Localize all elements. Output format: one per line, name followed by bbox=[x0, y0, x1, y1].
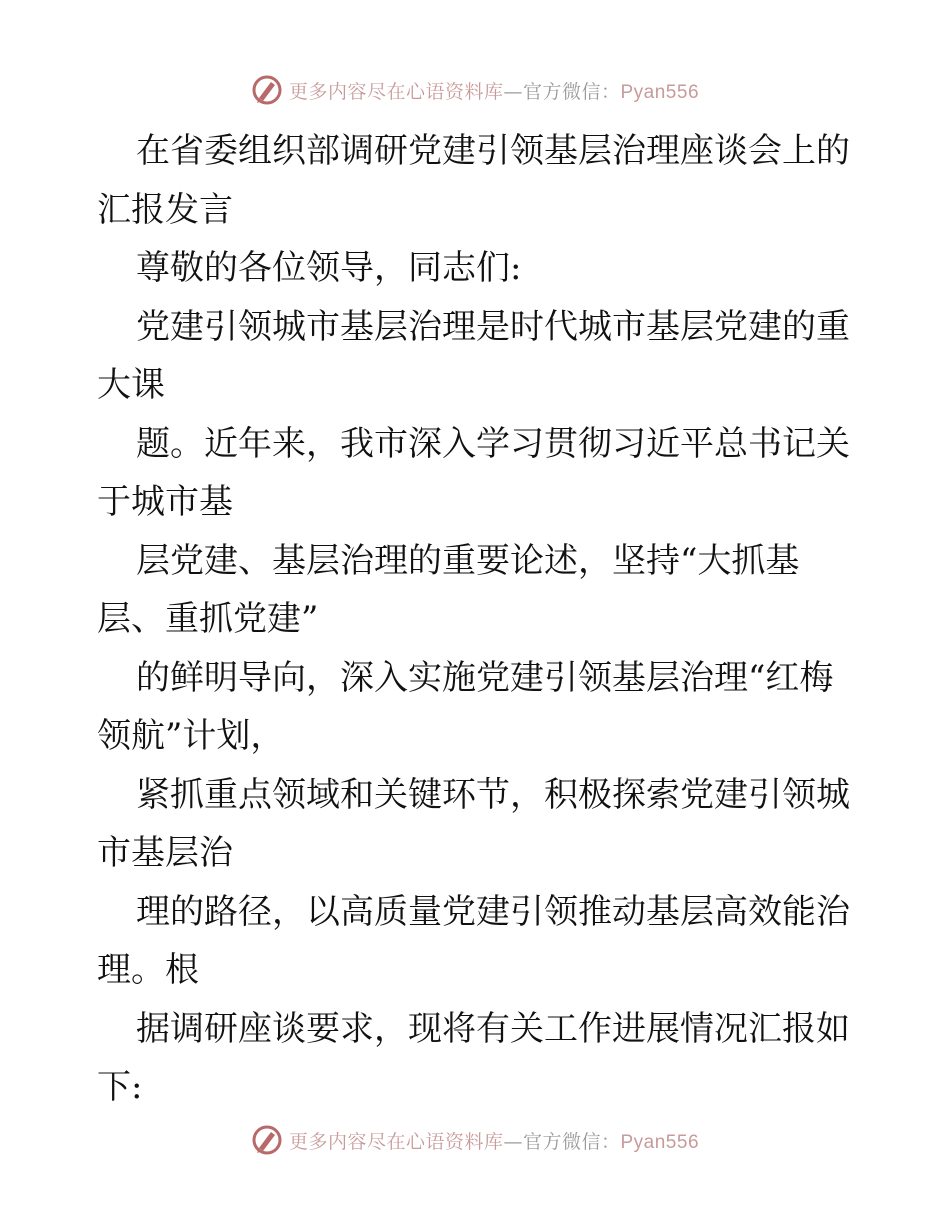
watermark-brand: 更多内容尽在心语资料库 bbox=[288, 80, 504, 103]
body-line: 层、重抓党建” bbox=[97, 599, 319, 639]
body-line: 市基层治 bbox=[97, 833, 233, 873]
body-line: 于城市基 bbox=[97, 482, 233, 522]
watermark-text bbox=[289, 77, 699, 104]
pen-circle-logo-icon bbox=[251, 1124, 283, 1156]
watermark-dash: — bbox=[503, 80, 523, 103]
document-body bbox=[97, 122, 857, 1117]
body-line: 的鲜明导向，深入实施党建引领基层治理“红梅 bbox=[136, 657, 834, 698]
header-watermark bbox=[0, 70, 950, 110]
footer-watermark bbox=[0, 1120, 950, 1160]
body-line: 在省委组织部调研党建引领基层治理座谈会上的 bbox=[136, 131, 850, 171]
watermark-id: Pyan556 bbox=[620, 1131, 700, 1153]
watermark-dash: — bbox=[503, 1130, 523, 1153]
body-line: 层党建、基层治理的重要论述，坚持“大抓基 bbox=[136, 540, 800, 581]
body-line: 理。根 bbox=[97, 950, 199, 990]
watermark-suffix: 官方微信： bbox=[522, 1130, 621, 1153]
body-line: 下: bbox=[97, 1067, 143, 1107]
body-line: 紧抓重点领域和关键环节，积极探索党建引领城 bbox=[136, 774, 850, 815]
watermark-text bbox=[289, 1127, 699, 1154]
body-line: 汇报发言 bbox=[97, 189, 233, 230]
body-line: 尊敬的各位领导，同志们: bbox=[136, 248, 522, 288]
body-line: 题。近年来，我市深入学习贯彻习近平总书记关 bbox=[136, 423, 850, 464]
body-line: 据调研座谈要求，现将有关工作进展情况汇报如 bbox=[136, 1008, 850, 1049]
watermark-id: Pyan556 bbox=[620, 81, 700, 103]
watermark-suffix: 官方微信： bbox=[522, 80, 621, 103]
watermark-brand: 更多内容尽在心语资料库 bbox=[288, 1130, 504, 1153]
body-line: 大课 bbox=[97, 365, 165, 405]
body-line: 党建引领城市基层治理是时代城市基层党建的重 bbox=[136, 306, 850, 347]
body-line: 理的路径，以高质量党建引领推动基层高效能治 bbox=[136, 891, 850, 932]
pen-circle-logo-icon bbox=[251, 74, 283, 106]
body-line: 领航”计划， bbox=[97, 716, 285, 756]
